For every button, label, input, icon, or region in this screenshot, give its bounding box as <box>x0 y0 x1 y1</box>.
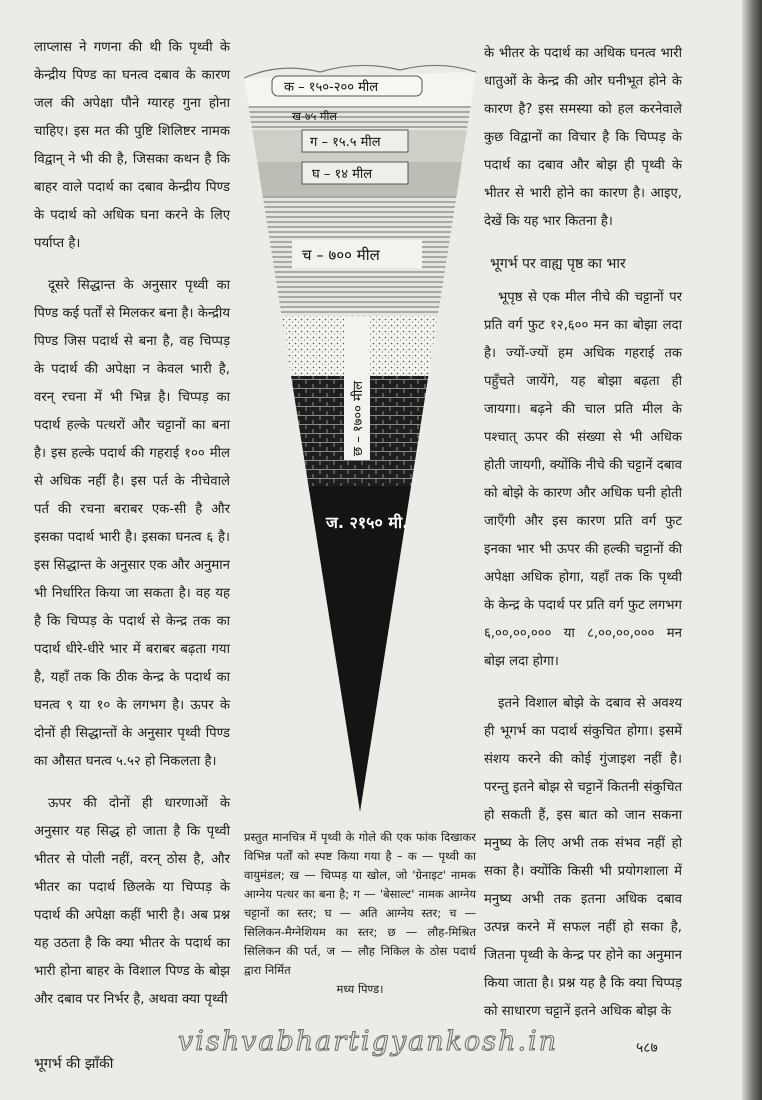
layer-label-k: क – १५०-२०० मील <box>284 80 379 95</box>
layer-label-j: ज. २१५० मी. <box>326 513 409 532</box>
diagram-caption <box>244 828 476 999</box>
right-paragraph-3: इतने विशाल बोझे के दबाव से अवश्य ही भूगर्भ का पदार्थ संकुचित होगा। इसमें संशय करने की कोई गुंजाइश नहीं है। परन्तु इतने बोझ से चट्टानें कितनी संकुचित हो सकती हैं, इस बात को जान सकना मनुष्य के लिए अभी तक संभव नहीं हो सका है। क्योंकि किसी भी प्रयोगशाला में मनुष्य अभी तक इतना अधिक दबाव उत्पन्न करने में सफल नहीं हो सका है, जितना पृथ्वी के केन्द्र पर होने का अनुमान किया जाता है। प्रश्न यह है कि क्या चिप्पड़ को साधारण चट्टानें इतने अधिक बोझ के <box>484 696 682 1019</box>
earth-layers-diagram <box>240 60 490 820</box>
layer-crust <box>240 106 490 130</box>
caption-last-line: मध्य पिण्ड। <box>336 982 384 996</box>
left-paragraph-1: लाप्लास ने गणना की थी कि पृथ्वी के केन्द्रीय पिण्ड का घनत्व दबाव के कारण जल की अपेक्षा पौने ग्यारह गुना होना चाहिए। इस मत की पुष्टि शिलिष्टर नामक विद्वान् ने भी की है, जिसका कथन है कि बाहर वाले पदार्थ का दबाव केन्द्रीय पिण्ड के पदार्थ को अधिक घना करने के लिए पर्याप्त है। <box>34 40 230 251</box>
page-edge <box>742 0 762 1100</box>
layer-core <box>240 486 490 820</box>
left-paragraph-3: ऊपर की दोनों ही धारणाओं के अनुसार यह सिद्ध हो जाता है कि पृथ्वी भीतर से पोली नहीं, वरन् ठोस है, और भीतर का पदार्थ छिलके या चिप्पड़ के पदार्थ की अपेक्षा कहीं भारी है। अब प्रश्न यह उठता है कि क्या भीतर के पदार्थ का भारी होना बाहर के विशाल पिण्ड के बोझ और दबाव पर निर्भर है, अथवा क्या पृथ्वी <box>34 796 230 1007</box>
layer-label-chh: छ – १७०० मील <box>351 380 366 456</box>
right-column <box>484 40 682 1040</box>
page-number: ५८७ <box>636 1040 658 1056</box>
layer-label-kh: ख-७५ मील <box>292 110 337 123</box>
footer-title: भूगर्भ की झाँकी <box>34 1056 114 1072</box>
left-paragraph-2: दूसरे सिद्धान्त के अनुसार पृथ्वी का पिण्ड कई पर्तों से मिलकर बना है। केन्द्रीय पिण्ड जिस पदार्थ से बना है, वह चिप्पड़ के पदार्थ की अपेक्षा न केवल भारी है, वरन् रचना में भी भिन्न है। चिप्पड़ का पदार्थ हल्के पत्थरों और चट्टानों का बना है। इस हल्के पदार्थ की गहराई १०० मील से अधिक नहीं है। इस पर्त के नीचेवाले पर्त की रचना बराबर एक-सी है और इसका पदार्थ भारी है। इसका घनत्व ६ है। इस सिद्धान्त के अनुसार एक और अनुमान भी निर्धारित किया जा सकता है। वह यह है कि चिप्पड़ के पदार्थ से केन्द्र तक का पदार्थ धीरे-धीरे भार में बराबर बढ़ता गया है, यहाँ तक कि ठीक केन्द्र के पदार्थ का घनत्व ९ या १० के लगभग है। ऊपर के दोनों ही सिद्धान्तों के अनुसार पृथ्वी पिण्ड का औसत घनत्व ५.५२ हो निकलता है। <box>34 278 230 769</box>
right-paragraph-1: के भीतर के पदार्थ का अधिक घनत्व भारी धातुओं के केन्द्र की ओर घनीभूत होने के कारण है? इस समस्या को हल करनेवाले कुछ विद्वानों का विचार है कि चिप्पड़ के पदार्थ का दबाव और बोझ ही पृथ्वी के भीतर से भारी होने का कारण है। आइए, देखें कि यह भार कितना है। <box>484 46 682 229</box>
layer-label-ch: च – ७०० मील <box>302 246 380 264</box>
layer-label-gh: घ – १४ मील <box>312 167 373 182</box>
layer-label-g: ग – १५.५ मील <box>310 135 381 150</box>
right-paragraph-2: भूपृष्ठ से एक मील नीचे की चट्टानों पर प्रति वर्ग फुट १२,६०० मन का बोझा लदा है। ज्यों-ज्यों हम अधिक गहराई तक पहुँचते जायेंगे, यह बोझा बढ़ता ही जायगा। बढ़ने की चाल प्रति मील के पश्चात् ऊपर की संख्या से भी अधिक होती जायगी, क्योंकि नीचे की चट्टानें दबाव को बोझे के कारण और अधिक घनी होती जाएँगी और इस कारण प्रति वर्ग फुट इनका भार भी ऊपर की हल्की चट्टानों की अपेक्षा अधिक होगा, यहाँ तक कि पृथ्वी के केन्द्र के पदार्थ पर प्रति वर्ग फुट लगभग ६,००,००,००० या ८,००,००,००० मन बोझ लदा होगा। <box>484 290 682 669</box>
caption-text: प्रस्तुत मानचित्र में पृथ्वी के गोले की एक फांक दिखाकर विभिन्न पर्तों को स्पष्ट किया गया है – क — पृथ्वी का वायुमंडल; ख — चिप्पड़ या खोल, जो 'ग्रेनाइट' नामक आग्नेय पत्थर का बना है; ग — 'बेसाल्ट' नामक आग्नेय चट्टानों का स्तर; घ — अति आग्नेय स्तर; च — सिलिकन-मैग्नेशियम का स्तर; छ — लौह-मिश्रित सिलिकन की पर्त, ज — लौह निकिल के ठोस पदार्थ द्वारा निर्मित <box>244 830 476 977</box>
watermark: vishvabhartigyankosh.in <box>178 1026 559 1057</box>
section-heading: भूगर्भ पर वाह्य पृष्ठ का भार <box>490 256 626 272</box>
left-column <box>34 34 230 1028</box>
